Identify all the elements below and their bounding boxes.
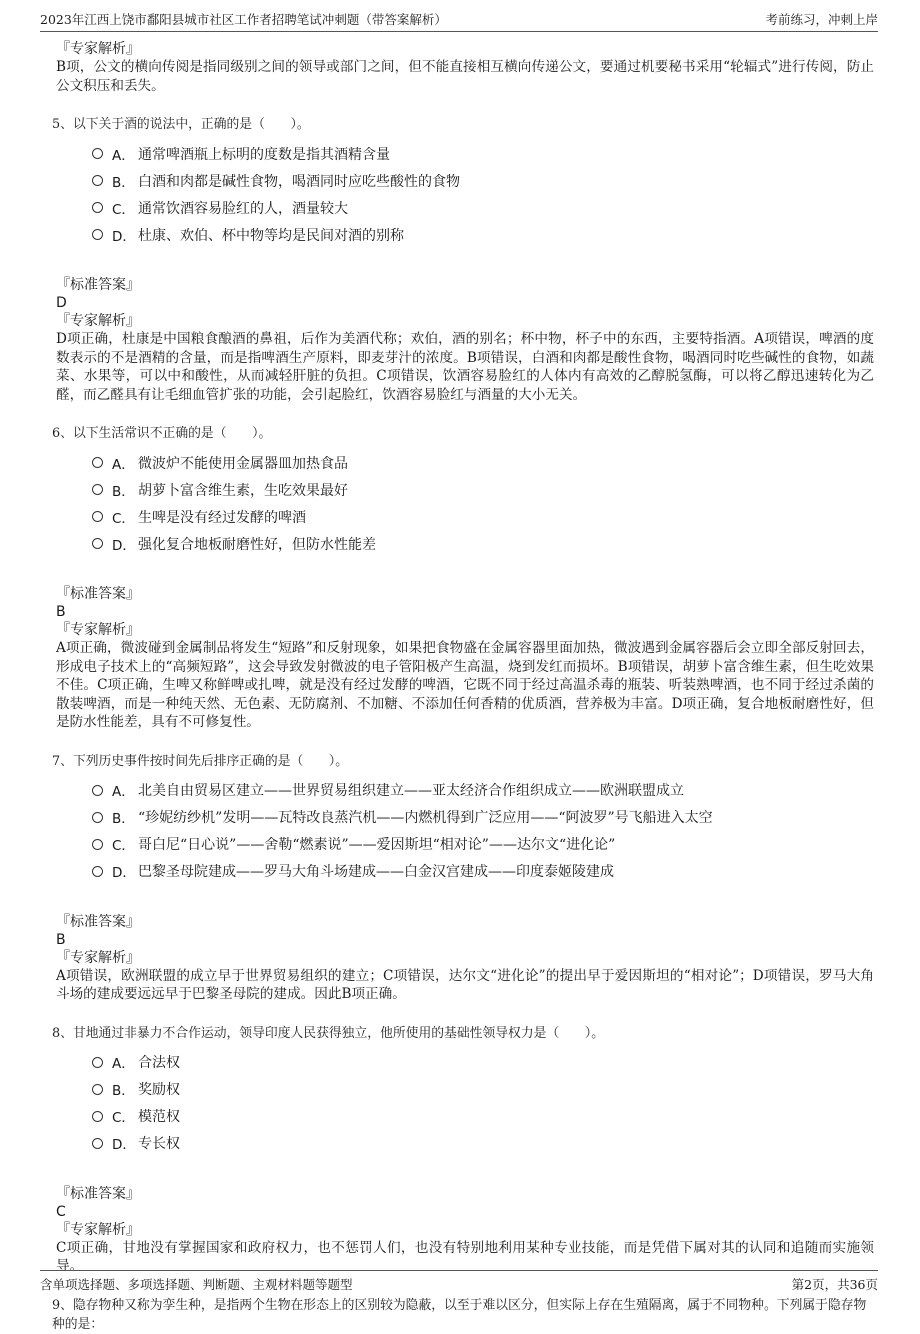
option-b[interactable] [92,476,874,503]
radio-button-icon[interactable] [92,148,103,159]
option-text: 胡萝卜富含维生素，生吃效果最好 [138,482,348,499]
expert-analysis-text: A项正确，微波碰到金属制品将发生“短路”和反射现象，如果把食物盛在金属容器里面加热，微波遇到金属容器后会立即全部反射回去，形成电子技术上的“高频短路”，这会导致发射微波的电子管阳极产生高温，烧到发红而损坏。B项错误，胡萝卜富含维生素，但生吃效果不佳。C项正确，生啤又称鲜啤或扎啤，就是没有经过发酵的啤酒，它既不同于经过高温杀毒的瓶装、听装熟啤酒，也不同于经过杀菌的散装啤酒，而是一种纯天然、无色素、无防腐剂、不加糖、不添加任何香精的优质酒，营养极为丰富。D项正确，复合地板耐磨性好，但是防水性能差，具有不可修复性。 [56,640,874,730]
radio-button-icon[interactable] [92,175,103,186]
expert-analysis-text: C项正确，甘地没有掌握国家和政府权力，也不惩罚人们，也没有特别地利用某种专业技能，而是凭借下属对其的认同和追随而实施领导。 [56,1239,874,1274]
option-text: 白酒和肉都是碱性食物，喝酒同时应吃些酸性的食物 [138,173,460,190]
header-slogan: 考前练习，冲刺上岸 [765,12,878,27]
option-text: 杜康、欢伯、杯中物等均是民间对酒的别称 [138,227,404,244]
radio-button-icon[interactable] [92,839,103,850]
question-stem: 5、以下关于酒的说法中，正确的是（ ）。 [52,117,310,132]
expert-analysis-label: 『专家解析』 [56,313,140,329]
radio-button-icon[interactable] [92,457,103,468]
option-list [92,449,874,557]
expert-analysis-text: B项，公文的横向传阅是指同级别之间的领导或部门之间，但不能直接相互横向传递公文，要通过机要秘书采用“轮辐式”进行传阅，防止公文积压和丢失。 [56,59,874,94]
option-a[interactable] [92,140,874,167]
option-c[interactable] [92,1103,874,1130]
option-text: 微波炉不能使用金属器皿加热食品 [138,455,348,472]
option-text: 模范权 [138,1109,180,1125]
option-letter: A． [112,456,135,473]
expert-analysis-label: 『专家解析』 [56,949,140,966]
option-letter: C． [112,201,135,218]
radio-button-icon[interactable] [92,785,103,796]
option-text: 巴黎圣母院建成——罗马大角斗场建成——白金汉宫建成——印度泰姬陵建成 [138,864,614,880]
radio-button-icon[interactable] [92,484,103,495]
standard-answer-label: 『标准答案』 [56,913,140,930]
option-letter: D． [112,865,136,881]
option-letter: D． [112,537,136,554]
option-letter: C． [112,510,135,527]
page-header [40,8,878,32]
option-b[interactable] [92,1076,874,1103]
option-text: 专长权 [138,1136,180,1152]
option-text: 生啤是没有经过发酵的啤酒 [138,509,306,526]
option-letter: B． [112,174,135,191]
standard-answer-label: 『标准答案』 [56,586,140,602]
standard-answer-label: 『标准答案』 [56,277,140,293]
question-stem: 6、以下生活常识不正确的是（ ）。 [52,426,272,441]
standard-answer-label: 『标准答案』 [56,1185,140,1202]
option-text: 哥白尼“日心说”——舍勒“燃素说”——爱因斯坦“相对论”——达尔文“进化论” [138,837,616,853]
document-title: 2023年江西上饶市鄱阳县城市社区工作者招聘笔试冲刺题（带答案解析） [40,12,447,27]
page-number: 第2页，共36页 [791,1276,878,1292]
radio-button-icon[interactable] [92,538,103,549]
question-stem: 8、甘地通过非暴力不合作运动，领导印度人民获得独立，他所使用的基础性领导权力是（ ）。 [52,1025,605,1041]
expert-analysis-label: 『专家解析』 [56,1221,140,1238]
question-block [52,1024,874,1276]
option-text: 北美自由贸易区建立——世界贸易组织建立——亚太经济合作组织成立——欧洲联盟成立 [138,783,684,799]
radio-button-icon[interactable] [92,812,103,823]
question-block [52,115,874,404]
standard-answer: B [56,604,66,620]
option-letter: B． [112,1083,135,1099]
option-a[interactable] [92,449,874,476]
option-c[interactable] [92,831,874,858]
option-text: 奖励权 [138,1082,180,1098]
option-text: 合法权 [138,1055,180,1071]
option-text: 通常啤酒瓶上标明的度数是指其酒精含量 [138,146,390,163]
radio-button-icon[interactable] [92,1111,103,1122]
option-c[interactable] [92,503,874,530]
option-list [92,1049,874,1157]
option-text: 通常饮酒容易脸红的人，酒量较大 [138,200,348,217]
question-block [52,424,874,732]
radio-button-icon[interactable] [92,1138,103,1149]
option-c[interactable] [92,194,874,221]
option-list [92,777,874,885]
option-d[interactable] [92,858,874,885]
option-letter: C． [112,1110,135,1126]
option-letter: A． [112,1056,135,1072]
option-a[interactable] [92,777,874,804]
expert-analysis-label: 『专家解析』 [56,622,140,638]
question-stem: 7、下列历史事件按时间先后排序正确的是（ ）。 [52,753,349,769]
option-letter: D． [112,228,136,245]
option-d[interactable] [92,530,874,557]
option-text: “珍妮纺纱机”发明——瓦特改良蒸汽机——内燃机得到广泛应用——“阿波罗”号飞船进入太空 [138,810,713,826]
option-a[interactable] [92,1049,874,1076]
option-letter: C． [112,838,135,854]
radio-button-icon[interactable] [92,1084,103,1095]
standard-answer: C [56,1203,66,1220]
page-footer [40,1270,878,1296]
radio-button-icon[interactable] [92,1057,103,1068]
option-letter: A． [112,784,135,800]
footer-question-types: 含单项选择题、多项选择题、判断题、主观材料题等题型 [40,1276,353,1292]
radio-button-icon[interactable] [92,229,103,240]
option-letter: B． [112,483,135,500]
expert-analysis-text: A项错误，欧洲联盟的成立早于世界贸易组织的建立；C项错误，达尔文“进化论”的提出早于爱因斯坦的“相对论”；D项错误，罗马大角斗场的建成要远远早于巴黎圣母院的建成。因此B项正确。 [56,967,874,1002]
option-d[interactable] [92,1130,874,1157]
standard-answer: D [56,295,67,311]
option-b[interactable] [92,804,874,831]
option-list [92,140,874,248]
standard-answer: B [56,931,66,948]
question-stem: 9、隐存物种又称为孪生种，是指两个生物在形态上的区别较为隐蔽，以至于难以区分，但实际上存在生殖隔离，属于不同物种。下列属于隐存物种的是： [52,1297,867,1332]
option-letter: B． [112,811,135,827]
option-d[interactable] [92,221,874,248]
option-text: 强化复合地板耐磨性好，但防水性能差 [138,536,376,553]
expert-analysis-text: D项正确，杜康是中国粮食酿酒的鼻祖，后作为美酒代称；欢伯，酒的别名；杯中物，杯子中的东西，主要特指酒。A项错误，啤酒的度数表示的不是酒精的含量，而是指啤酒生产原料，即麦芽汁的浓度。B项错误，白酒和肉都是酸性食物，喝酒同时吃些碱性的食物，如蔬菜、水果等，可以中和酸性，从而减轻肝脏的负担。C项错误，饮酒容易脸红的人体内有高效的乙醇脱氢酶，可以将乙醇迅速转化为乙醛，而乙醛具有让毛细血管扩张的功能，会引起脸红，饮酒容易脸红与酒量的大小无关。 [56,331,874,403]
page-content [52,40,874,1334]
radio-button-icon[interactable] [92,866,103,877]
option-letter: D． [112,1137,136,1153]
radio-button-icon[interactable] [92,202,103,213]
option-letter: A． [112,147,135,164]
option-b[interactable] [92,167,874,194]
radio-button-icon[interactable] [92,511,103,522]
expert-analysis-label: 『专家解析』 [56,41,140,57]
question-block [52,1296,874,1334]
question-block [52,752,874,1004]
